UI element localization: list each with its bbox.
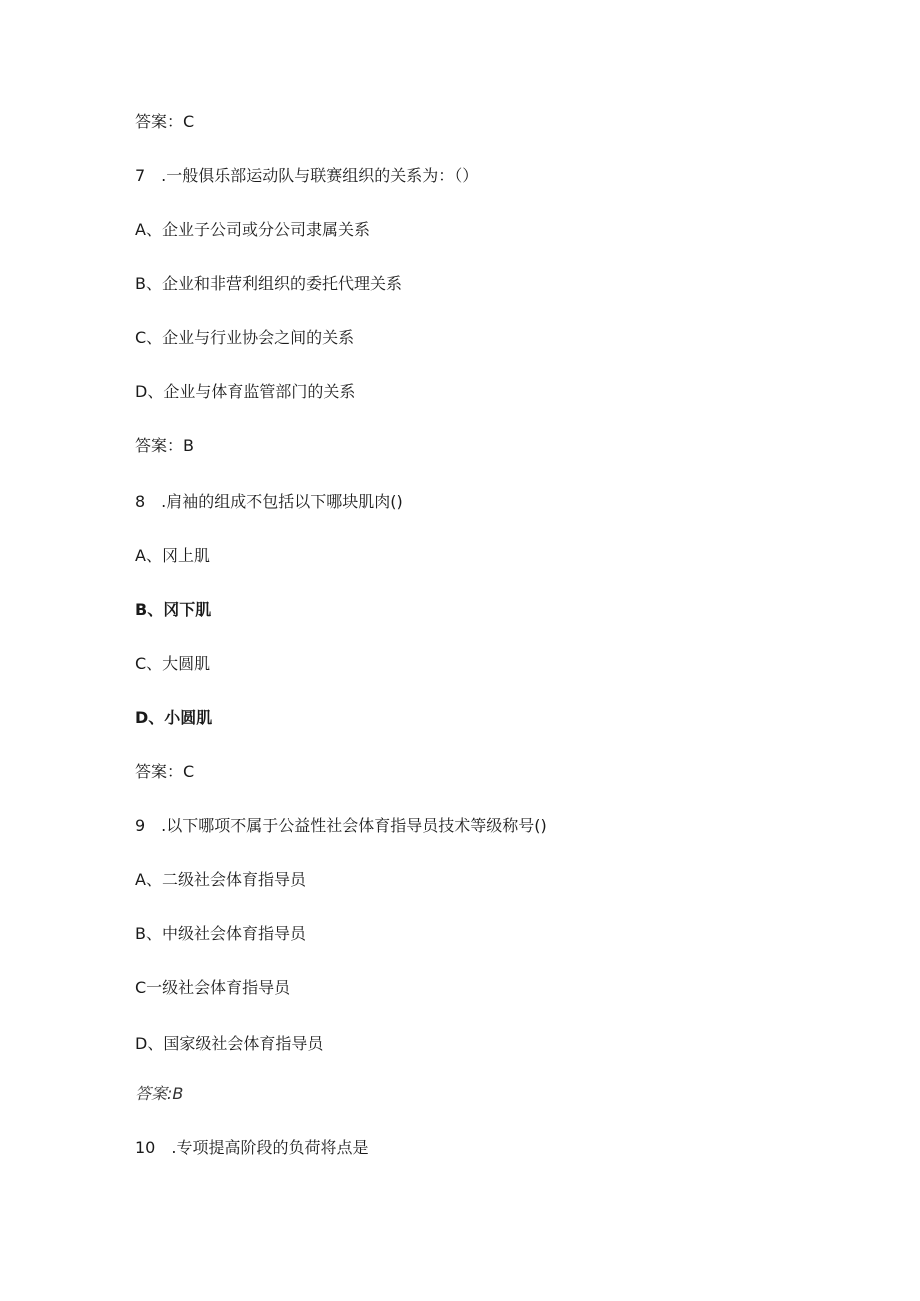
q9-option-a: A、二级社会体育指导员 xyxy=(135,870,306,889)
question-7: 7 .一般俱乐部运动队与联赛组织的关系为：（） xyxy=(135,166,479,185)
question-9: 9 .以下哪项不属于公益性社会体育指导员技术等级称号() xyxy=(135,816,547,835)
answer-q8: 答案：C xyxy=(135,762,195,781)
q7-option-b: B、企业和非营利组织的委托代理关系 xyxy=(135,274,402,293)
q9-option-c: C一级社会体育指导员 xyxy=(135,978,291,997)
answer-q9: 答案:B xyxy=(135,1084,184,1103)
question-10: 10 .专项提高阶段的负荷将点是 xyxy=(135,1138,369,1157)
answer-q6: 答案：C xyxy=(135,112,195,131)
q8-option-a: A、冈上肌 xyxy=(135,546,210,565)
q7-option-c: C、企业与行业协会之间的关系 xyxy=(135,328,355,347)
q9-option-d: D、国家级社会体育指导员 xyxy=(135,1034,324,1053)
q8-option-c: C、大圆肌 xyxy=(135,654,211,673)
q9-option-b: B、中级社会体育指导员 xyxy=(135,924,306,943)
answer-q7: 答案：B xyxy=(135,436,194,455)
q8-option-b: B、冈下肌 xyxy=(135,600,212,619)
question-8: 8 .肩袖的组成不包括以下哪块肌肉() xyxy=(135,492,403,511)
q8-option-d: D、小圆肌 xyxy=(135,708,213,727)
q7-option-a: A、企业子公司或分公司隶属关系 xyxy=(135,220,370,239)
q7-option-d: D、企业与体育监管部门的关系 xyxy=(135,382,356,401)
